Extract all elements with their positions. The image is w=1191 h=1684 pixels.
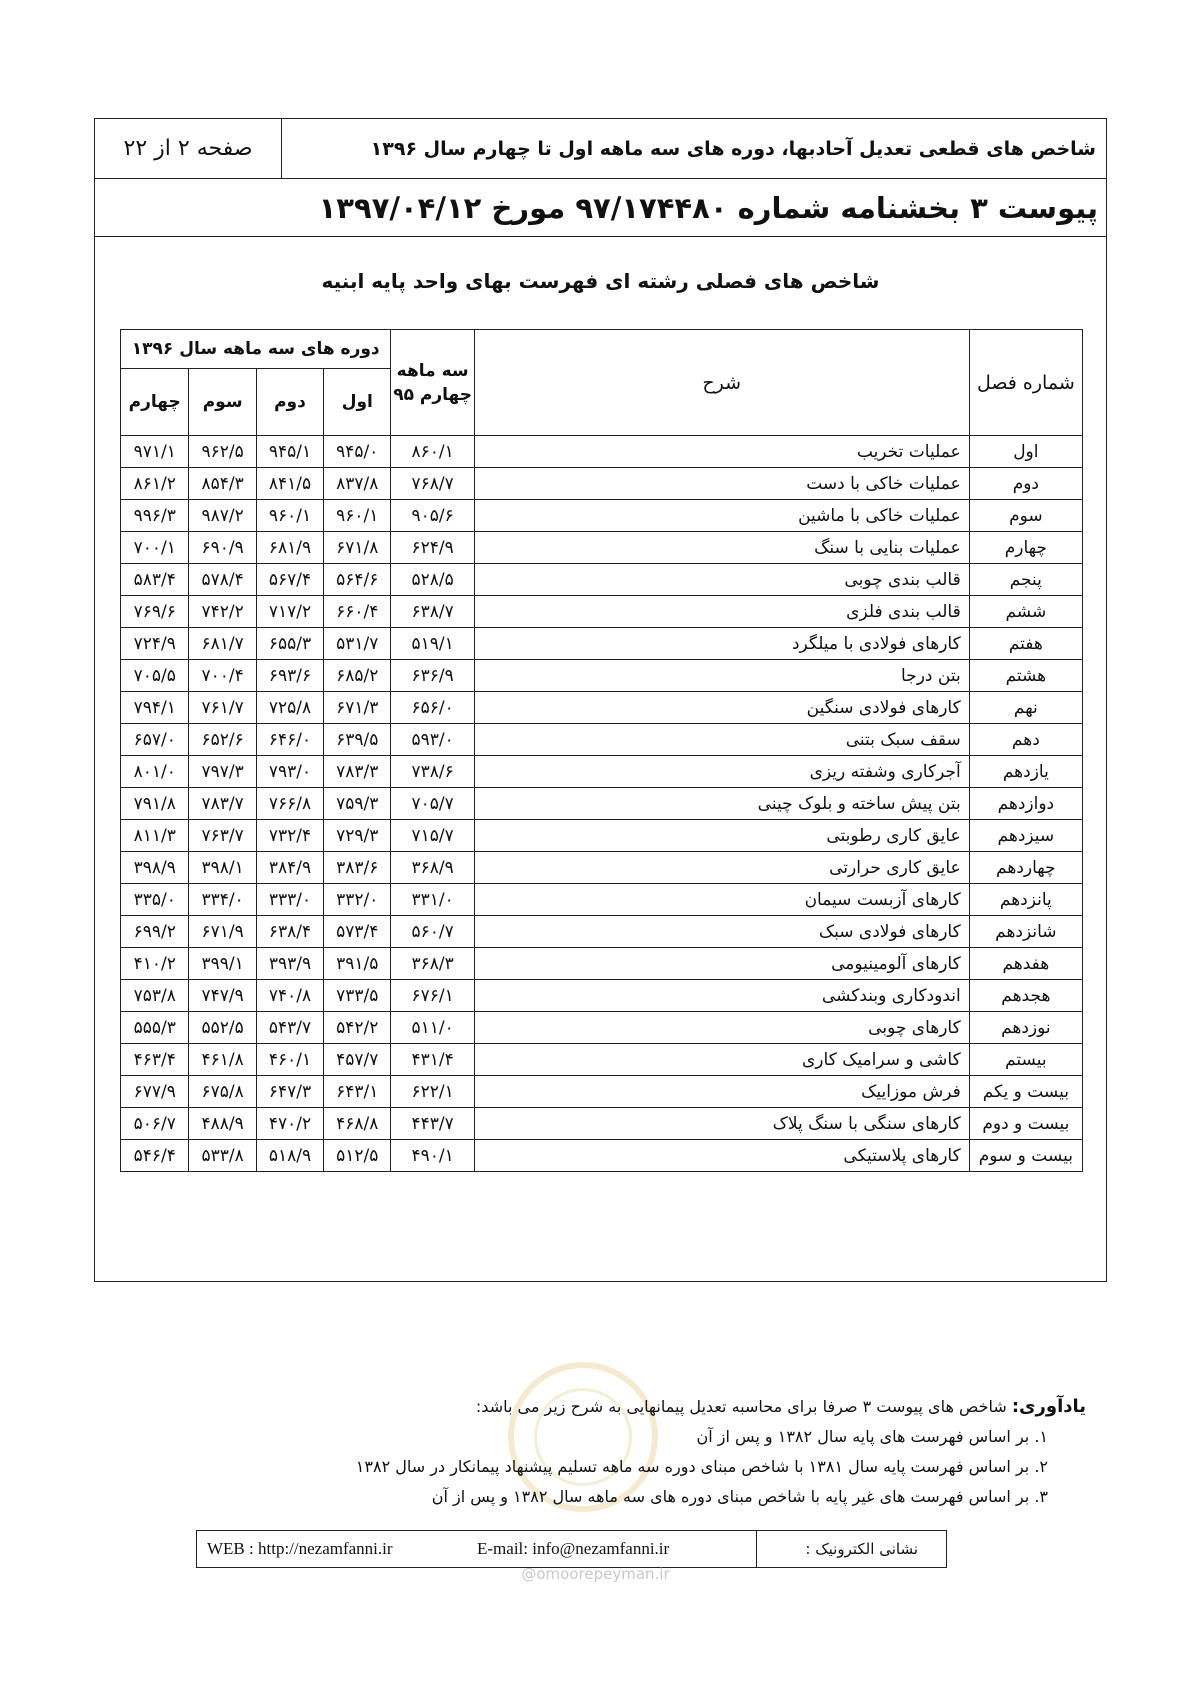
cell-q3: ۷۴۷/۹ [189,980,256,1012]
cell-desc: عملیات تخریب [474,436,969,468]
cell-q2: ۵۱۸/۹ [256,1140,323,1172]
cell-q3: ۶۷۵/۸ [189,1076,256,1108]
table-row [121,820,1083,852]
cell-q2: ۷۴۰/۸ [256,980,323,1012]
cell-q2: ۶۴۶/۰ [256,724,323,756]
table-row [121,724,1083,756]
cell-q3: ۷۴۲/۲ [189,596,256,628]
cell-desc: عملیات بنایی با سنگ [474,532,969,564]
cell-q3: ۶۷۱/۹ [189,916,256,948]
cell-q1: ۶۳۹/۵ [324,724,391,756]
cell-q3: ۷۰۰/۴ [189,660,256,692]
cell-q4: ۸۶۱/۲ [121,468,189,500]
cell-desc: کارهای چوبی [474,1012,969,1044]
cell-q2: ۶۳۸/۴ [256,916,323,948]
table-row [121,564,1083,596]
header-row [95,119,1106,179]
cell-chapter: نهم [969,692,1082,724]
cell-chapter: ششم [969,596,1082,628]
cell-q3: ۷۹۷/۳ [189,756,256,788]
cell-chapter: اول [969,436,1082,468]
cell-chapter: پانزدهم [969,884,1082,916]
footnote [106,1392,1086,1512]
cell-base: ۶۳۸/۷ [391,596,474,628]
cell-q4: ۷۲۴/۹ [121,628,189,660]
cell-q3: ۹۶۲/۵ [189,436,256,468]
cell-q2: ۷۱۷/۲ [256,596,323,628]
cell-q4: ۷۹۱/۸ [121,788,189,820]
cell-desc: عایق کاری رطوبتی [474,820,969,852]
table-row [121,788,1083,820]
cell-chapter: هجدهم [969,980,1082,1012]
cell-q4: ۶۵۷/۰ [121,724,189,756]
cell-q1: ۷۲۹/۳ [324,820,391,852]
cell-q3: ۷۶۳/۷ [189,820,256,852]
cell-q4: ۶۹۹/۲ [121,916,189,948]
circular-reference: پیوست ۳ بخشنامه شماره ۹۷/۱۷۴۴۸۰ مورخ ۱۳۹۷/۰۴/۱۲ [95,179,1106,237]
cell-base: ۸۶۰/۱ [391,436,474,468]
contact-email[interactable]: E-mail: info@nezamfanni.ir [477,1539,670,1558]
cell-q1: ۳۸۳/۶ [324,852,391,884]
table-row [121,660,1083,692]
cell-desc: کارهای آلومینیومی [474,948,969,980]
cell-q1: ۹۴۵/۰ [324,436,391,468]
page-number: صفحه ۲ از ۲۲ [95,119,282,178]
table-row [121,628,1083,660]
cell-chapter: دوازدهم [969,788,1082,820]
cell-q1: ۵۳۱/۷ [324,628,391,660]
cell-q4: ۶۷۷/۹ [121,1076,189,1108]
cell-base: ۳۳۱/۰ [391,884,474,916]
header-q2: دوم [256,369,323,436]
cell-q2: ۹۴۵/۱ [256,436,323,468]
table-row [121,916,1083,948]
cell-base: ۳۶۸/۳ [391,948,474,980]
index-table [120,329,1083,1172]
footnote-lead: یادآوری: [1011,1396,1086,1417]
table-row [121,596,1083,628]
cell-q3: ۴۶۱/۸ [189,1044,256,1076]
cell-q1: ۸۳۷/۸ [324,468,391,500]
cell-chapter: هفتم [969,628,1082,660]
contact-box [196,1530,947,1568]
table-row [121,1012,1083,1044]
watermark-text: @omoorepeyman.ir [521,1565,670,1583]
cell-q3: ۵۷۸/۴ [189,564,256,596]
header-q3: سوم [189,369,256,436]
cell-q3: ۶۹۰/۹ [189,532,256,564]
cell-base: ۴۴۳/۷ [391,1108,474,1140]
cell-q1: ۶۷۱/۸ [324,532,391,564]
cell-q1: ۵۶۴/۶ [324,564,391,596]
cell-q3: ۹۸۷/۲ [189,500,256,532]
header-base-line2: چهارم ۹۵ [393,384,473,405]
cell-base: ۶۵۶/۰ [391,692,474,724]
table-row [121,532,1083,564]
cell-q3: ۵۳۳/۸ [189,1140,256,1172]
cell-q1: ۴۶۸/۸ [324,1108,391,1140]
footnote-intro [106,1392,1086,1422]
header-q1: اول [324,369,391,436]
cell-chapter: پنجم [969,564,1082,596]
cell-q4: ۵۵۵/۳ [121,1012,189,1044]
cell-base: ۹۰۵/۶ [391,500,474,532]
cell-desc: عملیات خاکی با دست [474,468,969,500]
header-base-quarter [391,330,474,436]
cell-chapter: چهاردهم [969,852,1082,884]
cell-desc: بتن درجا [474,660,969,692]
cell-q4: ۵۸۳/۴ [121,564,189,596]
cell-base: ۵۱۹/۱ [391,628,474,660]
cell-q4: ۹۷۱/۱ [121,436,189,468]
cell-base: ۶۳۶/۹ [391,660,474,692]
cell-chapter: دهم [969,724,1082,756]
cell-desc: سقف سبک بتنی [474,724,969,756]
cell-base: ۷۳۸/۶ [391,756,474,788]
table-row [121,436,1083,468]
cell-base: ۶۲۲/۱ [391,1076,474,1108]
footnote-item-3: ۳. بر اساس فهرست های غیر پایه با شاخص مبنای دوره های سه ماهه سال ۱۳۸۲ و پس از آن [431,1487,1048,1506]
cell-base: ۵۶۰/۷ [391,916,474,948]
cell-base: ۵۹۳/۰ [391,724,474,756]
cell-q1: ۷۵۹/۳ [324,788,391,820]
cell-q3: ۳۹۹/۱ [189,948,256,980]
cell-q1: ۵۴۲/۲ [324,1012,391,1044]
cell-q4: ۷۶۹/۶ [121,596,189,628]
header-q4: چهارم [121,369,189,436]
cell-q4: ۷۰۵/۵ [121,660,189,692]
cell-desc: عملیات خاکی با ماشین [474,500,969,532]
cell-q3: ۷۸۳/۷ [189,788,256,820]
table-row [121,1076,1083,1108]
cell-q4: ۹۹۶/۳ [121,500,189,532]
cell-base: ۶۲۴/۹ [391,532,474,564]
cell-q1: ۳۹۱/۵ [324,948,391,980]
cell-desc: عایق کاری حرارتی [474,852,969,884]
table-row [121,884,1083,916]
cell-desc: کارهای فولادی سبک [474,916,969,948]
cell-q2: ۴۶۰/۱ [256,1044,323,1076]
cell-q4: ۸۱۱/۳ [121,820,189,852]
cell-q4: ۷۵۳/۸ [121,980,189,1012]
cell-desc: اندودکاری وبندکشی [474,980,969,1012]
cell-q2: ۶۵۵/۳ [256,628,323,660]
cell-q3: ۶۵۲/۶ [189,724,256,756]
cell-q3: ۳۹۸/۱ [189,852,256,884]
cell-base: ۵۱۱/۰ [391,1012,474,1044]
cell-q1: ۵۱۲/۵ [324,1140,391,1172]
cell-desc: کارهای سنگی با سنگ پلاک [474,1108,969,1140]
cell-q1: ۳۳۲/۰ [324,884,391,916]
cell-q2: ۶۸۱/۹ [256,532,323,564]
page-frame [94,118,1107,1282]
cell-base: ۳۶۸/۹ [391,852,474,884]
table-row [121,1140,1083,1172]
contact-web[interactable]: WEB : http://nezamfanni.ir [207,1539,393,1558]
cell-chapter: سوم [969,500,1082,532]
cell-base: ۷۱۵/۷ [391,820,474,852]
cell-q3: ۷۶۱/۷ [189,692,256,724]
cell-base: ۷۶۸/۷ [391,468,474,500]
cell-q1: ۹۶۰/۱ [324,500,391,532]
cell-desc: قالب بندی فلزی [474,596,969,628]
cell-q3: ۴۸۸/۹ [189,1108,256,1140]
cell-q3: ۸۵۴/۳ [189,468,256,500]
table-row [121,1108,1083,1140]
cell-q2: ۳۸۴/۹ [256,852,323,884]
cell-chapter: بیست و یکم [969,1076,1082,1108]
header-description: شرح [474,330,969,436]
cell-chapter: چهارم [969,532,1082,564]
cell-q1: ۶۴۳/۱ [324,1076,391,1108]
cell-q1: ۷۳۳/۵ [324,980,391,1012]
cell-chapter: بیستم [969,1044,1082,1076]
cell-q1: ۶۷۱/۳ [324,692,391,724]
cell-desc: کارهای آزبست سیمان [474,884,969,916]
cell-base: ۷۰۵/۷ [391,788,474,820]
cell-base: ۶۷۶/۱ [391,980,474,1012]
cell-desc: فرش موزاییک [474,1076,969,1108]
cell-q4: ۷۰۰/۱ [121,532,189,564]
cell-q2: ۷۶۶/۸ [256,788,323,820]
cell-q1: ۴۵۷/۷ [324,1044,391,1076]
cell-q2: ۷۳۲/۴ [256,820,323,852]
cell-desc: بتن پیش ساخته و بلوک چینی [474,788,969,820]
cell-q1: ۷۸۳/۳ [324,756,391,788]
table-row [121,500,1083,532]
cell-chapter: هفدهم [969,948,1082,980]
cell-chapter: هشتم [969,660,1082,692]
cell-q1: ۶۸۵/۲ [324,660,391,692]
cell-q2: ۶۹۳/۶ [256,660,323,692]
cell-q4: ۴۶۳/۴ [121,1044,189,1076]
cell-q4: ۴۱۰/۲ [121,948,189,980]
cell-chapter: سیزدهم [969,820,1082,852]
cell-q2: ۳۹۳/۹ [256,948,323,980]
table-row [121,692,1083,724]
cell-chapter: یازدهم [969,756,1082,788]
cell-q4: ۸۰۱/۰ [121,756,189,788]
cell-q2: ۳۳۳/۰ [256,884,323,916]
cell-chapter: بیست و سوم [969,1140,1082,1172]
cell-desc: کاشی و سرامیک کاری [474,1044,969,1076]
cell-base: ۵۲۸/۵ [391,564,474,596]
cell-q4: ۵۴۶/۴ [121,1140,189,1172]
footnote-item-1: ۱. بر اساس فهرست های پایه سال ۱۳۸۲ و پس از آن [696,1427,1048,1446]
cell-q2: ۴۷۰/۲ [256,1108,323,1140]
cell-q1: ۵۷۳/۴ [324,916,391,948]
table-row [121,980,1083,1012]
cell-desc: کارهای فولادی با میلگرد [474,628,969,660]
header-base-line1: سه ماهه [396,360,469,381]
cell-q2: ۶۴۷/۳ [256,1076,323,1108]
cell-base: ۴۹۰/۱ [391,1140,474,1172]
table-row [121,468,1083,500]
contact-label: نشانی الکترونیک : [756,1531,946,1567]
cell-q2: ۵۶۷/۴ [256,564,323,596]
cell-chapter: شانزدهم [969,916,1082,948]
cell-q2: ۸۴۱/۵ [256,468,323,500]
footnote-item-2: ۲. بر اساس فهرست پایه سال ۱۳۸۱ با شاخص مبنای دوره سه ماهه تسلیم پیشنهاد پیمانکار در سال ۱۳۸۲ [355,1457,1048,1476]
cell-q3: ۶۸۱/۷ [189,628,256,660]
cell-q2: ۷۲۵/۸ [256,692,323,724]
cell-q2: ۹۶۰/۱ [256,500,323,532]
cell-q2: ۵۴۳/۷ [256,1012,323,1044]
cell-desc: کارهای فولادی سنگین [474,692,969,724]
cell-desc: آجرکاری وشفته ریزی [474,756,969,788]
cell-q3: ۵۵۲/۵ [189,1012,256,1044]
cell-q3: ۳۳۴/۰ [189,884,256,916]
section-title: شاخص های فصلی رشته ای فهرست بهای واحد پایه ابنیه [321,269,880,293]
table-row [121,1044,1083,1076]
table-row [121,852,1083,884]
cell-q4: ۳۹۸/۹ [121,852,189,884]
header-chapter: شماره فصل [969,330,1082,436]
cell-desc: قالب بندی چوبی [474,564,969,596]
table-row [121,948,1083,980]
cell-q1: ۶۶۰/۴ [324,596,391,628]
footnote-intro-text: شاخص های پیوست ۳ صرفا برای محاسبه تعدیل پیمانهایی به شرح زیر می باشد: [475,1397,1007,1416]
cell-q4: ۷۹۴/۱ [121,692,189,724]
cell-chapter: نوزدهم [969,1012,1082,1044]
cell-desc: کارهای پلاستیکی [474,1140,969,1172]
cell-q4: ۳۳۵/۰ [121,884,189,916]
table-body [121,436,1083,1172]
cell-chapter: بیست و دوم [969,1108,1082,1140]
cell-q4: ۵۰۶/۷ [121,1108,189,1140]
document-title: شاخص های قطعی تعدیل آحادبها، دوره های سه ماهه اول تا چهارم سال ۱۳۹۶ [370,137,1096,160]
cell-q2: ۷۹۳/۰ [256,756,323,788]
cell-base: ۴۳۱/۴ [391,1044,474,1076]
cell-chapter: دوم [969,468,1082,500]
table-row [121,756,1083,788]
header-year-group: دوره های سه ماهه سال ۱۳۹۶ [121,330,391,369]
